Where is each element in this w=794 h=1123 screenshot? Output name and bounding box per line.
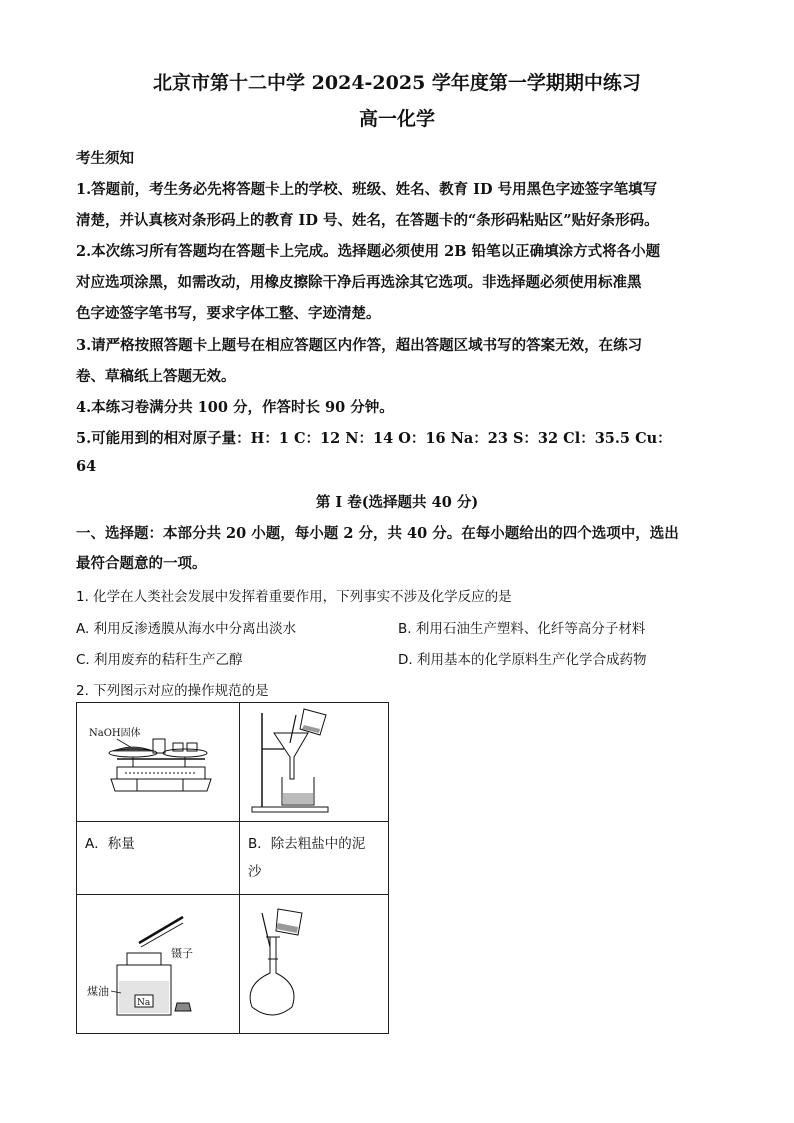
question-1-option-b: B. 利用石油生产塑料、化纤等高分子材料 [398, 621, 646, 637]
kerosene-label: 煤油 [87, 985, 109, 998]
question-2-figure-table [76, 702, 389, 1034]
option-b-label: B．除去粗盐中的泥沙 [248, 836, 366, 880]
question-1-option-a: A. 利用反渗透膜从海水中分离出淡水 [76, 621, 297, 637]
subject-title: 高一化学 [358, 108, 435, 130]
volumetric-flask-figure [240, 895, 388, 1029]
exam-title: 北京市第十二中学 2024-2025 学年度第一学期期中练习 [153, 72, 641, 94]
figure-cell-balance [77, 703, 240, 822]
naoh-label: NaOH固体 [89, 728, 141, 739]
notice-line: 1.答题前，考生务必先将答题卡上的学校、班级、姓名、教育 ID 号用黑色字迹签字笔填写 [76, 181, 658, 198]
balance-figure [77, 703, 239, 817]
notice-line: 清楚，并认真核对条形码上的教育 ID 号、姓名，在答题卡的“条形码粘贴区”贴好条形码。 [76, 212, 659, 229]
option-a-cell [77, 822, 240, 895]
notice-line: 5.可能用到的相对原子量：H：1 C：12 N：14 O：16 Na：23 S：32 Cl：35.5 Cu： [76, 430, 672, 447]
notice-line: 64 [76, 458, 97, 475]
na-label: Na [137, 998, 151, 1008]
question-1-stem: 1. 化学在人类社会发展中发挥着重要作用，下列事实不涉及化学反应的是 [76, 589, 512, 605]
figure-cell-flask [240, 895, 389, 1034]
notice-line: 对应选项涂黑，如需改动，用橡皮擦除干净后再选涂其它选项。非选择题必须使用标准黑 [76, 274, 642, 291]
notice-line: 卷、草稿纸上答题无效。 [76, 368, 236, 385]
section-title: 第 I 卷(选择题共 40 分) [315, 494, 479, 511]
notice-line: 2.本次练习所有答题均在答题卡上完成。选择题必须使用 2B 铅笔以正确填涂方式将各小题 [76, 243, 661, 260]
option-a-label: A．称量 [85, 836, 135, 852]
section-instruction: 最符合题意的一项。 [76, 555, 207, 572]
sodium-figure [77, 895, 239, 1029]
tweezers-label: 镊子 [171, 947, 193, 960]
notice-line: 4.本练习卷满分共 100 分，作答时长 90 分钟。 [76, 399, 394, 416]
notice-heading: 考生须知 [76, 150, 134, 167]
question-2-stem: 2. 下列图示对应的操作规范的是 [76, 683, 269, 699]
notice-line: 色字迹签字笔书写，要求字体工整、字迹清楚。 [76, 305, 381, 322]
question-1-option-d: D. 利用基本的化学原料生产化学合成药物 [398, 652, 647, 668]
figure-cell-sodium [77, 895, 240, 1034]
filtration-figure [240, 703, 388, 817]
option-b-cell [240, 822, 389, 895]
notice-line: 3.请严格按照答题卡上题号在相应答题区内作答，超出答题区域书写的答案无效，在练习 [76, 337, 643, 354]
question-1-option-c: C. 利用废弃的秸秆生产乙醇 [76, 652, 243, 668]
section-instruction: 一、选择题：本部分共 20 小题，每小题 2 分，共 40 分。在每小题给出的四个选项中，选出 [76, 525, 679, 542]
figure-cell-filtration [240, 703, 389, 822]
